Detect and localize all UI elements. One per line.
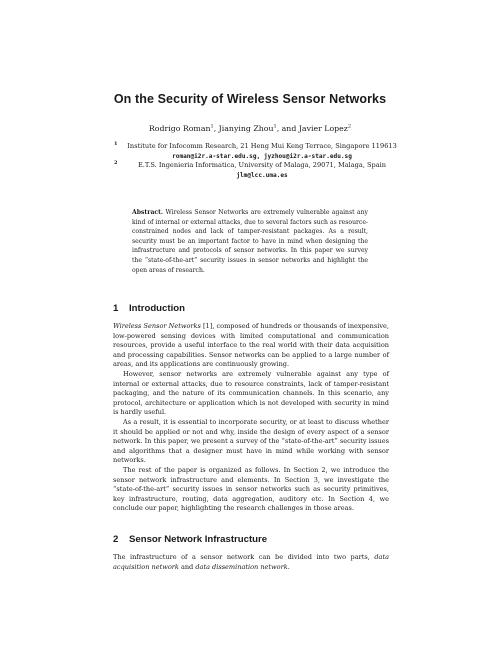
author-affil-mark: 2 xyxy=(347,123,352,130)
section-body xyxy=(113,322,389,514)
abstract-label: Abstract. xyxy=(132,209,164,216)
paragraph xyxy=(113,370,389,418)
paragraph-text: and xyxy=(178,562,196,571)
author-name: Javier Lopez xyxy=(298,124,348,133)
abstract-text: Wireless Sensor Networks are extremely vulnerable against any kind of internal or external attacks, due to several factors such as resource-constrained nodes and lack of tamper-resistant packages. As a result, security must be an important factor to have in mind when designing the infrastructure and protocols of sensor networks. In this paper we survey the “state-of-the-art” security issues in sensor networks and highlight the open areas of research. xyxy=(132,209,368,274)
paragraph xyxy=(113,466,389,514)
affiliation-number: 2 xyxy=(114,160,118,167)
affiliation-emails: roman@i2r.a-star.edu.sg, jyzhou@i2r.a-star.edu.sg xyxy=(172,152,352,160)
paragraph xyxy=(113,322,389,370)
author-separator: , and xyxy=(276,124,299,133)
affiliation xyxy=(112,161,412,180)
emphasized-term: Wireless Sensor Networks xyxy=(113,322,201,330)
affiliation-emails: jlm@lcc.uma.es xyxy=(236,171,288,179)
author-name: Rodrigo Roman xyxy=(148,124,211,133)
paper-title: On the Security of Wireless Sensor Networks xyxy=(113,92,387,106)
abstract xyxy=(132,208,368,275)
author-separator: , xyxy=(213,124,219,133)
paragraph-text: As a result, it is essential to incorporate security, or at least to discuss whether it should be applied or not and why, inside the design of every aspect of a sensor network. In this paper, we present a survey of the “state-of-the-art” security issues and algorithms that a designer must have in mind while working with sensor networks. xyxy=(113,418,389,464)
section-heading xyxy=(113,303,185,314)
section-title: Introduction xyxy=(129,303,185,314)
section-number: 1 xyxy=(113,303,119,314)
section-heading xyxy=(113,534,267,545)
affiliation-org: E.T.S. Ingenieria Informatica, University of Malaga, 29071, Malaga, Spain xyxy=(137,161,387,170)
paragraph xyxy=(113,418,389,466)
affiliation xyxy=(112,142,412,161)
author-name: Jianying Zhou xyxy=(218,124,274,133)
affiliation-org: Institute for Infocomm Research, 21 Heng Mui Keng Terrace, Singapore 119613 xyxy=(127,142,397,150)
paragraph-text: The rest of the paper is organized as follows. In Section 2, we introduce the sensor network infrastructure and elements. In Section 3, we investigate the “state-of-the-art” security issues in sensor networks such as security primitives, key infrastructure, routing, data aggregation, auditory etc. In Section 4, we conclude our paper, highlighting the research challenges in those areas. xyxy=(113,466,389,512)
author-list xyxy=(0,124,500,133)
paragraph xyxy=(113,553,389,572)
paragraph-text: The infrastructure of a sensor network can be divided into two parts, xyxy=(113,553,375,561)
section-body xyxy=(113,553,389,572)
paragraph-text: However, sensor networks are extremely vulnerable against any type of internal or external attacks, due to resource constraints, lack of tamper-resistant packaging, and the nature of its communication channels. In this scenario, any protocol, architecture or application which is not developed with security in mind is hardly useful. xyxy=(113,370,389,416)
section-title: Sensor Network Infrastructure xyxy=(129,534,268,545)
emphasized-term: data acquisition network xyxy=(113,553,389,571)
paragraph-text: . xyxy=(287,562,290,571)
emphasized-term: data dissemination network xyxy=(195,562,288,571)
affiliation-number: 1 xyxy=(114,141,118,147)
paragraph-text: [1], composed of hundreds or thousands of inexpensive, low-powered sensing devices with limited computational and communication resources, provide a useful interface to the real world with their data acquisition and processing capabilities. Sensor networks can be applied to a large number of areas, and its applications are continuously growing. xyxy=(113,322,389,368)
affiliations xyxy=(112,142,412,180)
author-affil-mark: 1 xyxy=(273,123,277,130)
author-affil-mark: 1 xyxy=(210,123,214,130)
section-number: 2 xyxy=(113,534,119,545)
